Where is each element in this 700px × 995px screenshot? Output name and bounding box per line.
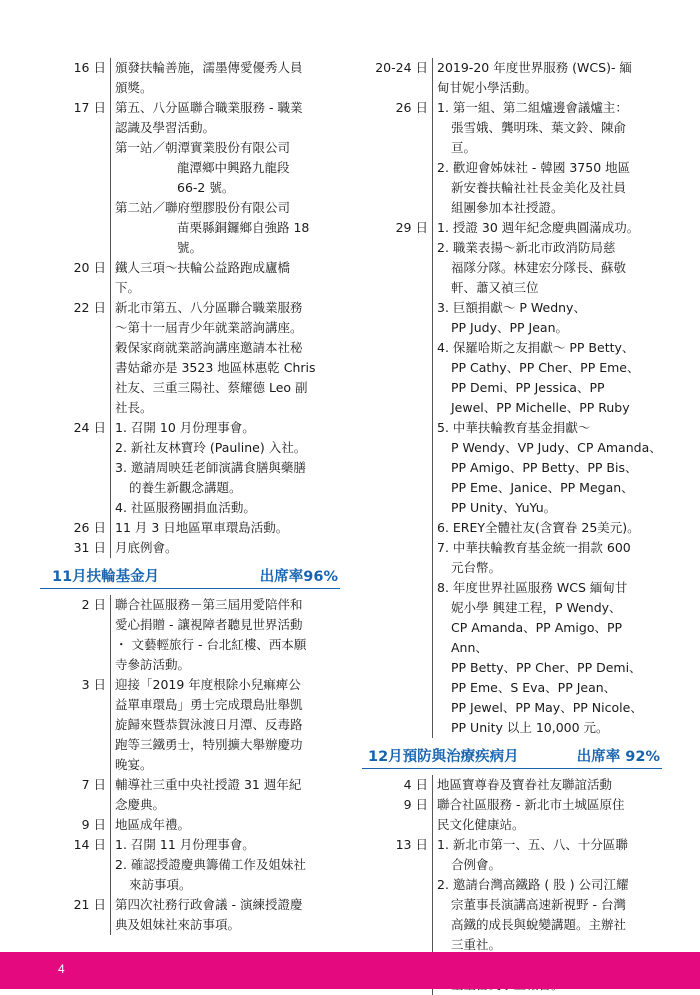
station-address-line: 苗栗縣銅鑼鄉自強路 18 bbox=[177, 220, 310, 235]
schedule-entry bbox=[362, 835, 662, 955]
entry-item-line: 合例會。 bbox=[451, 857, 502, 872]
entry-body bbox=[432, 795, 662, 835]
entry-day: 9 日 bbox=[403, 797, 428, 812]
entry-item-line: 1. 召開 10 月份理事會。 bbox=[115, 420, 255, 435]
december-attendance: 出席率 92% bbox=[576, 748, 660, 765]
entry-item bbox=[437, 538, 662, 578]
entry-line: 月底例會。 bbox=[115, 540, 178, 555]
entry-item-line: PP Judy、PP Jean。 bbox=[451, 320, 568, 335]
entry-line: 益單車環島」勇士完成環島壯舉凱 bbox=[115, 697, 303, 712]
december-title: 12月預防與治療疾病月 bbox=[368, 748, 519, 765]
entry-body bbox=[432, 218, 662, 738]
schedule-entry bbox=[40, 538, 340, 558]
entry-line: 輔導社三重中央社授證 31 週年紀 bbox=[115, 777, 302, 792]
entry-line: 鐵人三項～扶輪公益路跑成廬橋 bbox=[115, 260, 291, 275]
schedule-entry bbox=[40, 675, 340, 775]
schedule-entry bbox=[362, 218, 662, 738]
entry-day: 2 日 bbox=[81, 597, 106, 612]
entry-line: 第四次社務行政會議 - 演練授證慶 bbox=[115, 897, 303, 912]
entry-day: 22 日 bbox=[73, 300, 106, 315]
entry-item bbox=[115, 418, 340, 438]
entry-item-line: 3. 邀請周映廷老師演講食膳與藥膳 bbox=[115, 460, 306, 475]
entry-body bbox=[110, 895, 340, 935]
entry-body bbox=[110, 835, 340, 895]
schedule-entry bbox=[40, 595, 340, 675]
entry-item bbox=[437, 298, 662, 338]
entry-item bbox=[437, 218, 662, 238]
entry-item-line: 1. 第一組、第二組爐邊會議爐主： bbox=[437, 100, 628, 115]
entry-item bbox=[437, 835, 662, 875]
entry-item-line: PP Betty、PP Cher、PP Demi、 bbox=[451, 660, 642, 675]
entry-day: 26 日 bbox=[73, 520, 106, 535]
entry-item bbox=[115, 855, 340, 895]
entry-body bbox=[110, 98, 340, 258]
entry-line: 穀保家商就業諮詢講座邀請本社秘 bbox=[115, 340, 303, 355]
entry-item-line: 2. 確認授證慶典籌備工作及姐妹社 bbox=[115, 857, 306, 872]
november-entries bbox=[40, 595, 340, 935]
entry-day: 3 日 bbox=[81, 677, 106, 692]
entry-day: 4 日 bbox=[403, 777, 428, 792]
schedule-entry bbox=[40, 58, 340, 98]
entry-item-line: 5. 中華扶輪教育基金捐獻～ bbox=[437, 420, 591, 435]
entry-line: 地區成年禮。 bbox=[115, 817, 191, 832]
entry-item bbox=[437, 338, 662, 418]
entry-line: 愛心捐贈 - 讓視障者聽見世界活動 bbox=[115, 617, 303, 632]
entry-item bbox=[437, 98, 662, 158]
entry-line: 旋歸來暨恭賀泳渡日月潭、反毒路 bbox=[115, 717, 303, 732]
entry-line: 新北市第五、八分區聯合職業服務 bbox=[115, 300, 303, 315]
entry-line: 下。 bbox=[115, 280, 141, 295]
entry-body bbox=[432, 775, 662, 795]
entry-body bbox=[110, 675, 340, 775]
november-title: 11月扶輪基金月 bbox=[52, 568, 160, 585]
entry-item-line: 2. 職業表揚～新北市政消防局慈 bbox=[437, 240, 616, 255]
entry-item bbox=[115, 498, 340, 518]
december-heading bbox=[362, 742, 662, 769]
schedule-entry bbox=[40, 835, 340, 895]
entry-item-line: PP Cathy、PP Cher、PP Eme、 bbox=[451, 360, 640, 375]
entry-line: 典及姐妹社來訪事項。 bbox=[115, 917, 241, 932]
entry-day: 7 日 bbox=[81, 777, 106, 792]
entry-item-line: 宗董事長演講高速新視野 - 台灣 bbox=[451, 897, 626, 912]
entry-item-line: PP Jewel、PP May、PP Nicole、 bbox=[451, 700, 643, 715]
entry-item bbox=[437, 238, 662, 298]
schedule-entry bbox=[40, 775, 340, 815]
entry-day: 13 日 bbox=[395, 837, 428, 852]
entry-item-line: 新安養扶輪社社長金美化及社員 bbox=[451, 180, 627, 195]
entry-item bbox=[115, 835, 340, 855]
schedule-entry bbox=[362, 58, 662, 98]
schedule-entry bbox=[40, 298, 340, 418]
entry-day: 24 日 bbox=[73, 420, 106, 435]
entry-body bbox=[110, 258, 340, 298]
entry-line: 社長。 bbox=[115, 400, 153, 415]
entry-line: 認識及學習活動。 bbox=[115, 120, 216, 135]
entry-line: 聯合社區服務 - 新北市土城區原住 bbox=[437, 797, 625, 812]
schedule-entry bbox=[40, 895, 340, 935]
entry-item-line: 3. 巨額捐獻～ P Wedny、 bbox=[437, 300, 586, 315]
entry-item-line: 的養生新觀念講題。 bbox=[129, 480, 242, 495]
entry-day: 16 日 bbox=[73, 60, 106, 75]
entry-line: 頒獎。 bbox=[115, 80, 153, 95]
entry-item-line: PP Unity 以上 10,000 元。 bbox=[451, 720, 609, 735]
entry-item-line: 元台幣。 bbox=[451, 560, 502, 575]
schedule-entry bbox=[362, 98, 662, 218]
entry-day: 26 日 bbox=[395, 100, 428, 115]
entry-line: 第五、八分區聯合職業服務 - 職業 bbox=[115, 100, 303, 115]
station-name: 第二站／聯府塑膠股份有限公司 bbox=[115, 200, 291, 215]
entry-item-line: PP Eme、S Eva、PP Jean、 bbox=[451, 680, 617, 695]
entry-body bbox=[432, 58, 662, 98]
entry-item bbox=[437, 578, 662, 738]
entry-item-line: 2. 歡迎會姊妹社 - 韓國 3750 地區 bbox=[437, 160, 631, 175]
entry-line: 跑等三鐵勇士，特別擴大舉辦慶功 bbox=[115, 737, 303, 752]
left-column bbox=[40, 58, 340, 935]
station-address-line: 66-2 號。 bbox=[177, 180, 235, 195]
entry-line: 2019-20 年度世界服務 (WCS)- 緬 bbox=[437, 60, 632, 75]
entry-line: 頒發扶輪善施，濡墨傳愛優秀人員 bbox=[115, 60, 303, 75]
entry-item bbox=[437, 418, 662, 518]
entry-item-line: 2. 邀請台灣高鐵路 ( 股 ) 公司江耀 bbox=[437, 877, 629, 892]
entry-day: 29 日 bbox=[395, 220, 428, 235]
october-entries bbox=[40, 58, 340, 558]
entry-line: 聯合社區服務－第三屆用愛陪伴和 bbox=[115, 597, 303, 612]
entry-item-line: PP Eme、Janice、PP Megan、 bbox=[451, 480, 634, 495]
entry-body bbox=[110, 418, 340, 518]
entry-day: 31 日 bbox=[73, 540, 106, 555]
entry-body bbox=[110, 538, 340, 558]
entry-item-line: Jewel、PP Michelle、PP Ruby bbox=[451, 400, 630, 415]
station-address-line: 龍潭鄉中興路九龍段 bbox=[177, 160, 290, 175]
entry-item-line: 三重社。 bbox=[451, 937, 502, 952]
entry-item-line: 7. 中華扶輪教育基金統一捐款 600 bbox=[437, 540, 631, 555]
entry-item bbox=[437, 875, 662, 955]
entry-item-line: 1. 新北市第一、五、八、十分區聯 bbox=[437, 837, 628, 852]
entry-line: 寺參訪活動。 bbox=[115, 657, 191, 672]
entry-item-line: 亘。 bbox=[451, 140, 477, 155]
entry-item-line: 高鐵的成長與蛻變講題。主辦社 bbox=[451, 917, 627, 932]
page-number: 4 bbox=[58, 962, 65, 976]
entry-item-line: 來訪事項。 bbox=[129, 877, 192, 892]
entry-item-line: 6. EREY全體社友(含寶眷 25美元)。 bbox=[437, 520, 640, 535]
schedule-entry bbox=[40, 518, 340, 538]
station-address-line: 號。 bbox=[177, 240, 203, 255]
entry-body bbox=[110, 518, 340, 538]
entry-line: 地區寶尊眷及寶眷社友聯誼活動 bbox=[437, 777, 613, 792]
entry-day: 9 日 bbox=[81, 817, 106, 832]
entry-item-line: 1. 授證 30 週年紀念慶典圓滿成功。 bbox=[437, 220, 640, 235]
entry-body bbox=[110, 298, 340, 418]
entry-item-line: 4. 社區服務團捐血活動。 bbox=[115, 500, 256, 515]
schedule-entry bbox=[40, 815, 340, 835]
schedule-entry bbox=[40, 258, 340, 298]
november-attendance: 出席率96% bbox=[259, 568, 338, 585]
entry-item-line: 2. 新社友林寶玲 (Pauline) 入社。 bbox=[115, 440, 307, 455]
entry-line: 11 月 3 日地區單車環島活動。 bbox=[115, 520, 289, 535]
entry-item-line: 4. 保羅哈斯之友捐獻～ PP Betty、 bbox=[437, 340, 635, 355]
schedule-entry bbox=[362, 775, 662, 795]
entry-line: 甸甘妮小學活動。 bbox=[437, 80, 538, 95]
schedule-entry bbox=[40, 418, 340, 518]
schedule-entry bbox=[362, 795, 662, 835]
entry-item-line: PP Amigo、PP Betty、PP Bis、 bbox=[451, 460, 638, 475]
entry-item-line: CP Amanda、PP Amigo、PP Ann、 bbox=[451, 620, 623, 655]
entry-item bbox=[437, 158, 662, 218]
entry-line: ・ 文藝輕旅行 - 台北紅樓、西本願 bbox=[115, 637, 307, 652]
entry-item-line: P Wendy、VP Judy、CP Amanda、 bbox=[451, 440, 662, 455]
november-heading bbox=[40, 562, 340, 589]
entry-line: 晚宴。 bbox=[115, 757, 153, 772]
entry-item-line: 張雪娥、龔明珠、葉文鈴、陳俞 bbox=[451, 120, 627, 135]
entry-item-line: 1. 召開 11 月份理事會。 bbox=[115, 837, 255, 852]
entry-item-line: 福隊分隊。林建宏分隊長、蘇敬 bbox=[451, 260, 627, 275]
entry-day: 21 日 bbox=[73, 897, 106, 912]
entry-item bbox=[115, 438, 340, 458]
entry-body bbox=[110, 775, 340, 815]
entry-body bbox=[432, 98, 662, 218]
entry-item bbox=[115, 458, 340, 498]
entry-body bbox=[110, 815, 340, 835]
entry-item-line: 軒、蕭又禎三位 bbox=[451, 280, 539, 295]
entry-line: 迎接「2019 年度根除小兒痲痺公 bbox=[115, 677, 301, 692]
entry-day: 14 日 bbox=[73, 837, 106, 852]
entry-item-line: PP Unity、YuYu。 bbox=[451, 500, 557, 515]
entry-line: 社友、三重三陽社、蔡耀德 Leo 副 bbox=[115, 380, 308, 395]
entry-item bbox=[437, 518, 662, 538]
right-column bbox=[362, 58, 662, 995]
station-name: 第一站／朝潭實業股份有限公司 bbox=[115, 140, 291, 155]
entry-day: 20 日 bbox=[73, 260, 106, 275]
entry-item-line: 8. 年度世界社區服務 WCS 緬甸甘 bbox=[437, 580, 628, 595]
footer-bar bbox=[0, 952, 700, 989]
november-entries-continued bbox=[362, 58, 662, 738]
entry-body bbox=[110, 58, 340, 98]
entry-body bbox=[432, 835, 662, 955]
entry-item-line: PP Demi、PP Jessica、PP bbox=[451, 380, 605, 395]
entry-day: 17 日 bbox=[73, 100, 106, 115]
schedule-entry bbox=[40, 98, 340, 258]
entry-line: 民文化健康站。 bbox=[437, 817, 525, 832]
entry-item-line: 組團參加本社授證。 bbox=[451, 200, 564, 215]
entry-body bbox=[110, 595, 340, 675]
entry-day: 20-24 日 bbox=[375, 60, 428, 75]
entry-line: 書姑爺亦是 3523 地區林惠乾 Chris bbox=[115, 360, 316, 375]
entry-line: ～第十一屆青少年就業諮詢講座。 bbox=[115, 320, 303, 335]
entry-item-line: 妮小學 興建工程，P Wendy、 bbox=[451, 600, 622, 615]
entry-line: 念慶典。 bbox=[115, 797, 166, 812]
